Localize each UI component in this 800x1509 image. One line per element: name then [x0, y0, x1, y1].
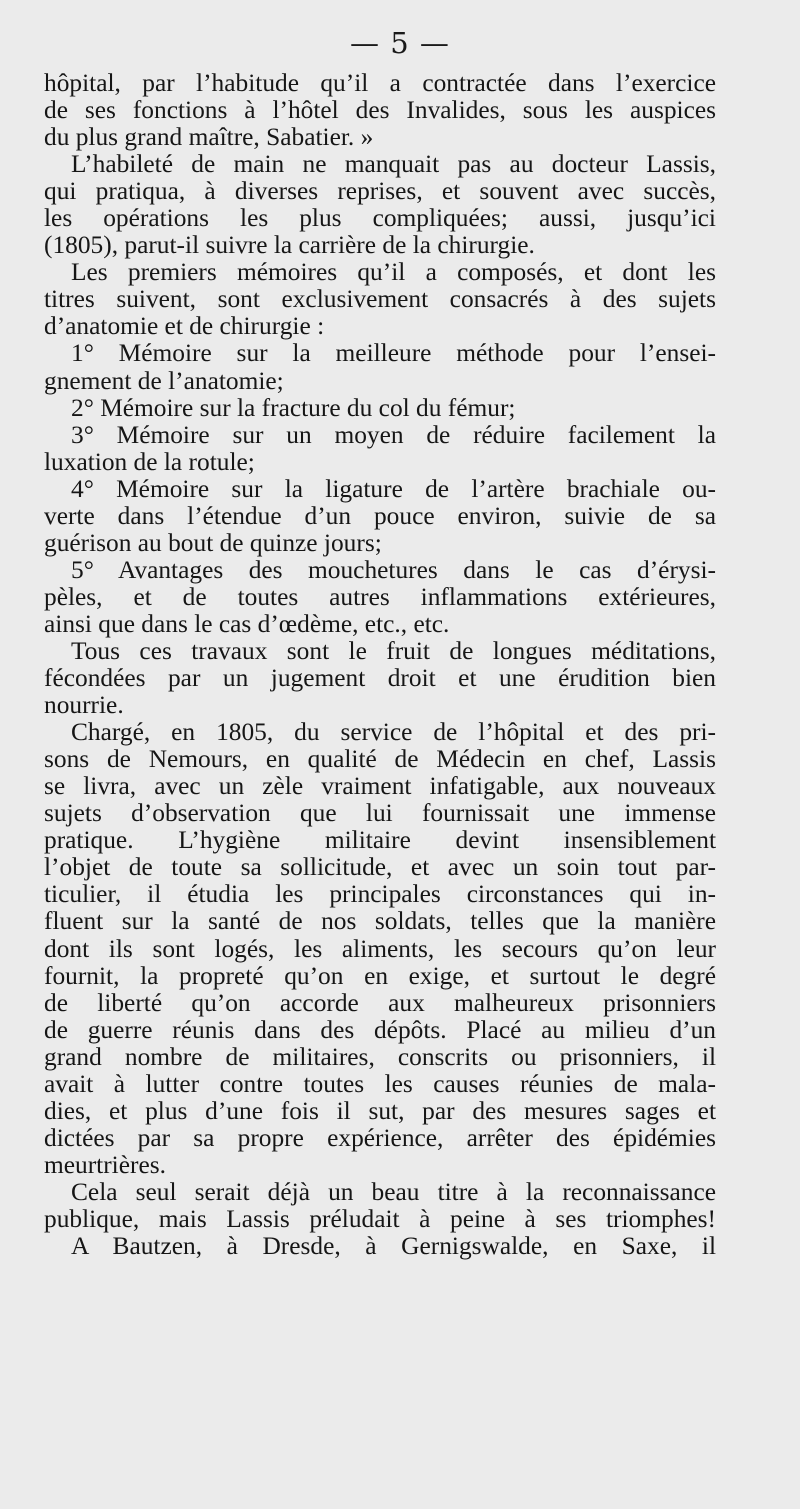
text-line: luxation de la rotule;: [44, 447, 255, 476]
text-line: dont ils sont logés, les aliments, les secours qu’on leur: [44, 934, 716, 963]
text-line: qui pratiqua, à diverses reprises, et souvent avec succès,: [44, 177, 716, 206]
text-line: de liberté qu’on accorde aux malheureux prisonniers: [44, 988, 716, 1017]
text-line: fécondées par un jugement droit et une érudition bien: [44, 664, 716, 693]
text-line: nourrie.: [44, 691, 124, 720]
text-line: fluent sur la santé de nos soldats, telles que la manière: [44, 907, 716, 936]
body-text: [44, 70, 716, 1260]
text-line: 1° Mémoire sur la meilleure méthode pour l’ensei-: [71, 339, 716, 368]
text-line: du plus grand maître, Sabatier. »: [44, 123, 374, 152]
text-line: guérison au bout de quinze jours;: [44, 528, 382, 557]
text-line: 3° Mémoire sur un moyen de réduire facilement la: [71, 420, 716, 449]
text-line: L’habileté de main ne manquait pas au docteur Lassis,: [71, 150, 716, 179]
text-line: gnement de l’anatomie;: [44, 366, 284, 395]
text-line: verte dans l’étendue d’un pouce environ, suivie de sa: [44, 501, 716, 530]
text-line: l’objet de toute sa sollicitude, et avec un soin tout par-: [44, 853, 716, 882]
text-line: de ses fonctions à l’hôtel des Invalides, sous les auspices: [44, 96, 716, 125]
text-line: 5° Avantages des mouchetures dans le cas d’érysi-: [71, 555, 716, 584]
text-line: 4° Mémoire sur la ligature de l’artère brachiale ou-: [71, 474, 716, 503]
text-line: publique, mais Lassis préludait à peine à ses triomphes!: [44, 1204, 716, 1233]
text-line: titres suivent, sont exclusivement consacrés à des sujets: [44, 285, 716, 314]
text-line: avait à lutter contre toutes les causes réunies de mala-: [44, 1069, 716, 1098]
text-line: sons de Nemours, en qualité de Médecin en chef, Lassis: [44, 745, 716, 774]
text-line: pratique. L’hygiène militaire devint insensiblement: [44, 826, 716, 855]
text-line: A Bautzen, à Dresde, à Gernigswalde, en Saxe, il: [71, 1232, 716, 1261]
text-line: dictées par sa propre expérience, arrêter des épidémies: [44, 1123, 716, 1152]
text-line: Cela seul serait déjà un beau titre à la reconnaissance: [71, 1177, 716, 1206]
text-line: Chargé, en 1805, du service de l’hôpital et des pri-: [71, 718, 716, 747]
text-line: d’anatomie et de chirurgie :: [44, 312, 325, 341]
text-line: dies, et plus d’une fois il sut, par des mesures sages et: [44, 1096, 716, 1125]
text-line: ainsi que dans le cas d’œdème, etc., etc.: [44, 609, 450, 638]
text-line: 2° Mémoire sur la fracture du col du fémur;: [71, 393, 516, 422]
text-line: (1805), parut-il suivre la carrière de la chirurgie.: [44, 231, 535, 260]
text-line: pèles, et de toutes autres inflammations extérieures,: [44, 582, 716, 611]
page-number: — 5 —: [350, 26, 450, 60]
text-line: Tous ces travaux sont le fruit de longues méditations,: [71, 636, 716, 665]
text-line: meurtrières.: [44, 1150, 166, 1179]
text-line: de guerre réunis dans des dépôts. Placé au milieu d’un: [44, 1015, 716, 1044]
text-line: grand nombre de militaires, conscrits ou prisonniers, il: [44, 1042, 716, 1071]
text-line: les opérations les plus compliquées; aussi, jusqu’ici: [44, 204, 716, 233]
text-line: sujets d’observation que lui fournissait une immense: [44, 799, 716, 828]
text-line: fournit, la propreté qu’on en exige, et surtout le degré: [44, 961, 716, 990]
text-line: hôpital, par l’habitude qu’il a contractée dans l’exercice: [44, 69, 716, 97]
text-line: ticulier, il étudia les principales circonstances qui in-: [44, 880, 716, 909]
text-line: Les premiers mémoires qu’il a composés, et dont les: [71, 258, 716, 287]
text-line: se livra, avec un zèle vraiment infatigable, aux nouveaux: [44, 772, 716, 801]
